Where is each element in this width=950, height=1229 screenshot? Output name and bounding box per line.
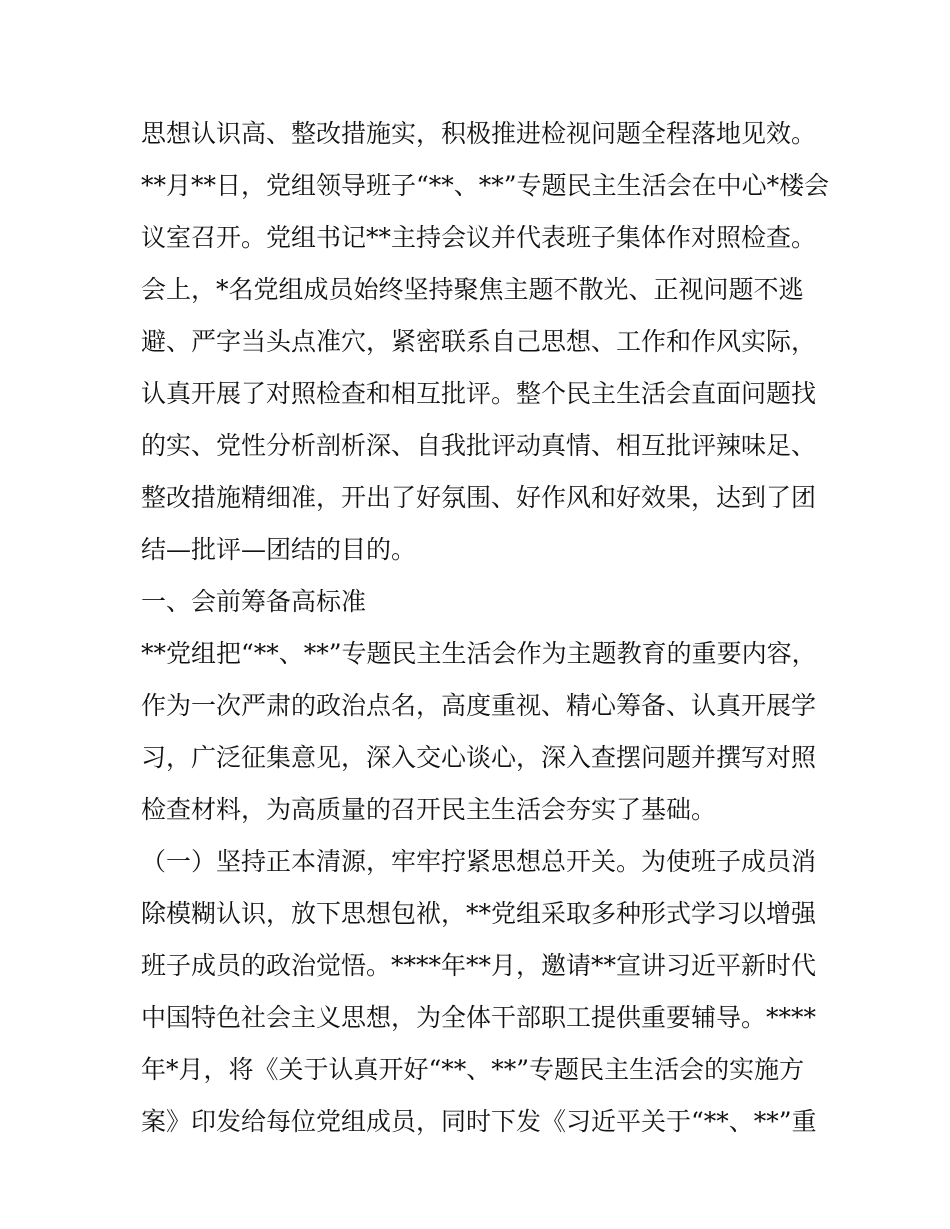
text-line-16: 除模糊认识，放下思想包袱，**党组采取多种形式学习以增强 [141,899,817,928]
text-line-12: 作为一次严肃的政治点名，高度重视、精心筹备、认真开展学 [141,691,817,720]
text-line-7: 的实、党性分析剖析深、自我批评动真情、相互批评辣味足、 [141,431,817,460]
document-body [141,108,841,1148]
text-line-18: 中国特色社会主义思想，为全体干部职工提供重要辅导。**** [141,1003,817,1032]
text-line-5: 避、严字当头点准穴，紧密联系自己思想、工作和作风实际， [141,327,817,356]
text-line-3: 议室召开。党组书记**主持会议并代表班子集体作对照检查。 [141,223,817,252]
section-heading: 一、会前筹备高标准 [141,587,367,616]
text-line-19: 年*月，将《关于认真开好“**、**”专题民主生活会的实施方 [141,1055,805,1084]
text-line-20: 案》印发给每位党组成员，同时下发《习近平关于“**、**”重 [141,1107,817,1136]
text-line-11: **党组把“**、**”专题民主生活会作为主题教育的重要内容， [141,639,817,668]
text-line-17: 班子成员的政治觉悟。****年**月，邀请**宣讲习近平新时代 [141,951,817,980]
text-line-13: 习，广泛征集意见，深入交心谈心，深入查摆问题并撰写对照 [141,743,817,772]
text-line-9: 结—批评—团结的目的。 [141,535,417,564]
text-line-8: 整改措施精细准，开出了好氛围、好作风和好效果，达到了团 [141,483,817,512]
text-line-2: **月**日，党组领导班子“**、**”专题民主生活会在中心*楼会 [141,171,830,200]
text-line-1: 思想认识高、整改措施实，积极推进检视问题全程落地见效。 [141,119,817,148]
text-line-4: 会上，*名党组成员始终坚持聚焦主题不散光、正视问题不逃 [141,275,804,304]
text-line-6: 认真开展了对照检查和相互批评。整个民主生活会直面问题找 [141,379,817,408]
text-line-15: （一）坚持正本清源，牢牢拧紧思想总开关。为使班子成员消 [141,847,817,876]
text-line-14: 检查材料，为高质量的召开民主生活会夯实了基础。 [141,795,717,824]
